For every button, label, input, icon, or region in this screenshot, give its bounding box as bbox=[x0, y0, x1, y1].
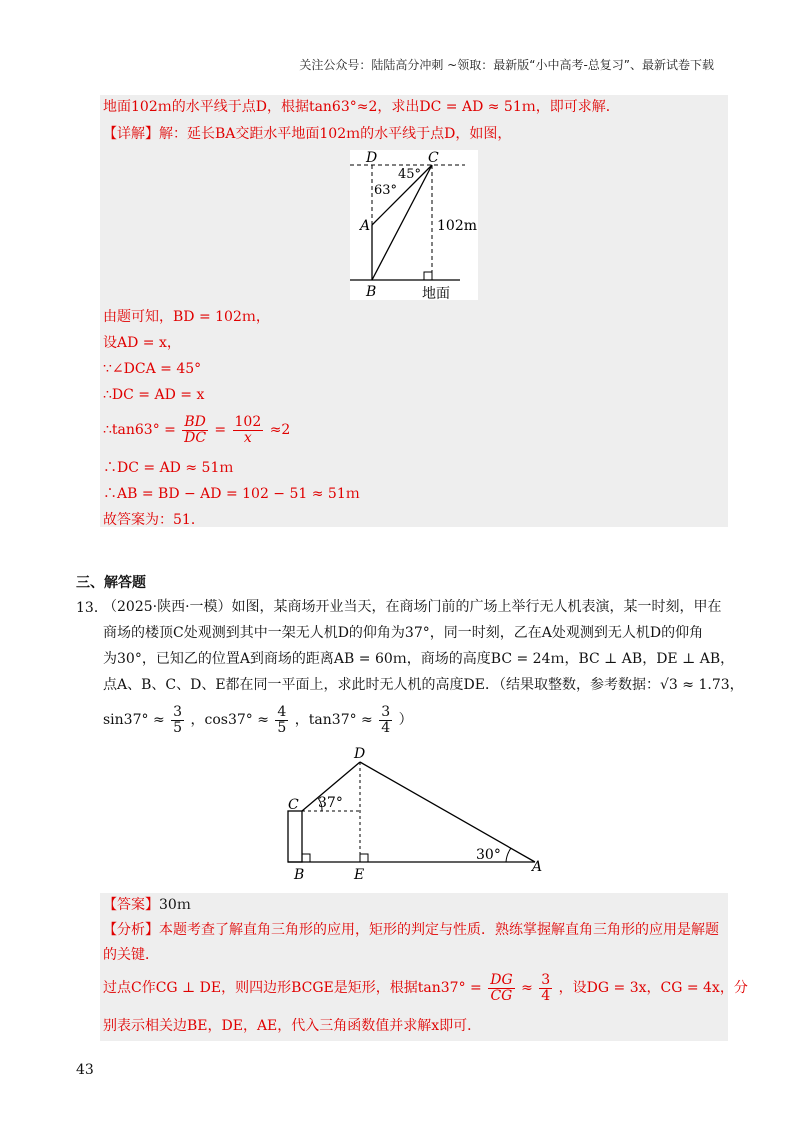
method-prefix: 过点C作CG ⊥ DE，则四边形BCGE是矩形，根据tan37° = bbox=[103, 980, 482, 996]
figure-1 bbox=[350, 150, 478, 300]
ref-tan-den: 4 bbox=[381, 719, 391, 736]
ref-sin: sin37° ≈ bbox=[103, 712, 165, 728]
fig1-label-A: A bbox=[360, 218, 371, 234]
ref-cos-num: 4 bbox=[277, 703, 287, 720]
question-line-2: 商场的楼顶C处观测到其中一架无人机D的仰角为37°，同一时刻，乙在A处观测到无人机D的仰角 bbox=[103, 625, 704, 641]
method-frac-1-den: CG bbox=[490, 987, 513, 1004]
answer-line bbox=[103, 895, 191, 915]
method-mid: ≈ bbox=[521, 980, 533, 996]
fig2-label-D: D bbox=[354, 746, 366, 762]
ref-tan: ，tan37° ≈ bbox=[294, 712, 373, 728]
fig1-label-D: D bbox=[366, 150, 378, 166]
analysis-label: 【分析】 bbox=[103, 922, 159, 938]
detail-text: 解：延长BA交距水平地面102ｍ的水平线于点D，如图， bbox=[159, 126, 512, 142]
fig2-angle-37: 37° bbox=[318, 795, 343, 811]
section-title: 三、解答题 bbox=[76, 575, 146, 591]
ref-sin-frac bbox=[171, 705, 184, 736]
question-line-1: （2025·陕西·一模）如图，某商场开业当天，在商场门前的广场上举行无人机表演，某一时刻，甲在 bbox=[103, 599, 722, 615]
question-line-3: 为30°，已知乙的位置A到商场的距离AB = 60ｍ，商场的高度BC = 24ｍ，BC ⊥ AB，DE ⊥ AB， bbox=[103, 651, 735, 667]
ref-tan-frac bbox=[379, 705, 392, 736]
fig2-label-B: B bbox=[294, 867, 305, 883]
fig1-ground: 地面 bbox=[422, 286, 450, 300]
ref-sin-num: 3 bbox=[173, 703, 183, 720]
method-frac-2-den: 4 bbox=[541, 987, 551, 1004]
fig2-label-E: E bbox=[354, 867, 365, 883]
answer-label: 【答案】 bbox=[103, 897, 159, 913]
tan-step-frac-2-num: 102 bbox=[234, 413, 262, 430]
detail-line bbox=[103, 124, 511, 144]
fig1-angle-45: 45° bbox=[398, 167, 422, 182]
question-number: 13． bbox=[76, 600, 108, 616]
reference-data-line bbox=[103, 700, 413, 740]
method-suffix: ，设DG = 3x，CG = 4x，分 bbox=[558, 980, 748, 996]
analysis-text-1: 本题考查了解直角三角形的应用，矩形的判定与性质．熟练掌握解直角三角形的应用是解题 bbox=[159, 922, 719, 938]
method-frac-1-num: DG bbox=[490, 971, 513, 988]
ref-end: ） bbox=[398, 712, 413, 728]
tan-step bbox=[103, 410, 290, 450]
fig2-label-C: C bbox=[288, 797, 299, 813]
step-4: ∴DC = AD = x bbox=[103, 387, 205, 403]
tan-step-frac-1-num: BD bbox=[184, 413, 206, 430]
ref-cos: ，cos37° ≈ bbox=[190, 712, 269, 728]
step-5: ∴DC = AD ≈ 51ｍ bbox=[103, 460, 234, 476]
step-7: 故答案为：51． bbox=[103, 512, 205, 528]
ref-sin-den: 5 bbox=[173, 719, 183, 736]
fig1-angle-63: 63° bbox=[374, 183, 398, 198]
answer-value: 30ｍ bbox=[159, 897, 191, 913]
fig1-height: 102m bbox=[437, 218, 477, 234]
ref-cos-den: 5 bbox=[277, 719, 287, 736]
method-line-1 bbox=[103, 968, 748, 1008]
tan-step-prefix: ∴tan63° = bbox=[103, 422, 176, 438]
tan-step-frac-1-den: DC bbox=[184, 429, 207, 446]
analysis-line-1 bbox=[103, 920, 719, 940]
step-1: 由题可知，BD = 102ｍ， bbox=[103, 309, 270, 325]
tan-step-suffix: ≈2 bbox=[269, 422, 291, 438]
method-frac-1 bbox=[488, 973, 514, 1004]
method-line-2: 别表示相关边BE，DE，AE，代入三角函数值并求解x即可． bbox=[103, 1018, 482, 1034]
tan-step-frac-1 bbox=[182, 415, 208, 446]
tan-step-frac-2-den: x bbox=[243, 429, 252, 446]
fig1-label-B: B bbox=[366, 284, 377, 300]
ref-tan-num: 3 bbox=[381, 703, 391, 720]
method-frac-2 bbox=[539, 973, 552, 1004]
fig2-angle-30: 30° bbox=[476, 847, 501, 863]
tan-step-frac-2 bbox=[233, 415, 264, 446]
fig1-label-C: C bbox=[428, 150, 439, 166]
tan-step-eq: = bbox=[214, 422, 227, 438]
step-2: 设AD = x， bbox=[103, 335, 181, 351]
page-number: 43 bbox=[76, 1062, 94, 1078]
detail-label: 【详解】 bbox=[103, 126, 159, 142]
page-header: 关注公众号：陆陆高分冲刺 ~领取：最新版“小中高考-总复习”、最新试卷下载 bbox=[299, 58, 714, 72]
ref-cos-frac bbox=[275, 705, 288, 736]
step-6: ∴AB = BD − AD = 102 − 51 ≈ 51ｍ bbox=[103, 486, 360, 502]
solution-line-continue: 地面102ｍ的水平线于点D，根据tan63°≈2，求出DC = AD ≈ 51ｍ，即可求解． bbox=[103, 99, 620, 115]
figure-2 bbox=[280, 745, 550, 885]
fig2-label-A: A bbox=[532, 859, 543, 875]
question-line-4: 点A、B、C、D、E都在同一平面上，求此时无人机的高度DE．（结果取整数，参考数据：√3 ≈ 1.73， bbox=[103, 677, 744, 693]
step-3: ∵∠DCA = 45° bbox=[103, 361, 202, 377]
analysis-line-2: 的关键． bbox=[103, 947, 159, 963]
method-frac-2-num: 3 bbox=[541, 971, 551, 988]
